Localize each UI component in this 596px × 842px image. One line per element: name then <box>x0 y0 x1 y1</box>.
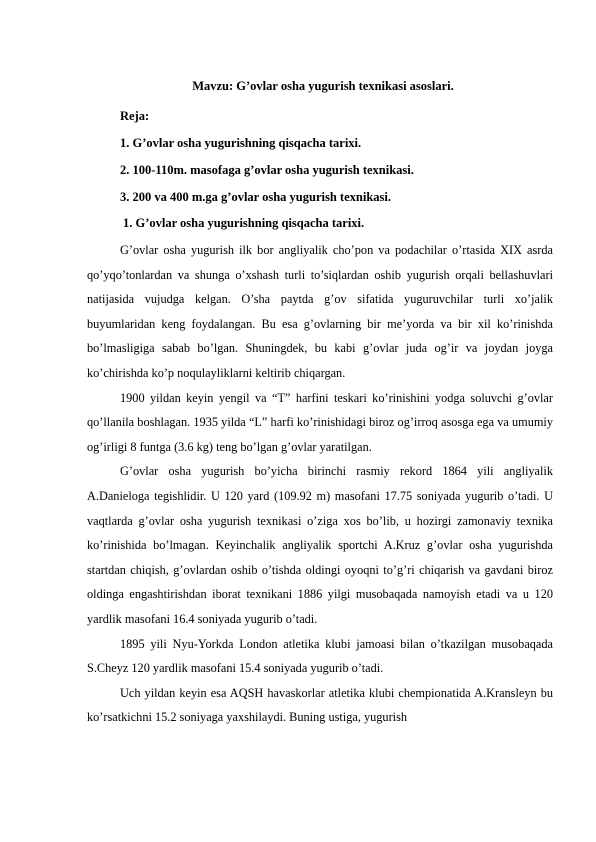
plan-item: 2. 100-110m. masofaga g’ovlar osha yugurish texnikasi. <box>120 163 414 177</box>
plan-item: 3. 200 va 400 m.ga g’ovlar osha yugurish texnikasi. <box>120 190 391 204</box>
paragraph: G’ovlar osha yugurish bo’yicha birinchi rasmiy rekord 1864 yili angliyalik A.Danieloga tegishlidir. U 120 yard (109.92 m) masofani 17.75 soniyada yugurib o’tadi. U vaqtlarda g’ovlar osha yugurish texnikasi o’ziga xos bo’lib, u hozirgi zamonaviy texnika ko’rinishida bo’lmagan. Keyinchalik angliyalik sportchi A.Kruz g’ovlar osha yugurishda startdan chiqish, g’ovlardan oshib o’tishda oldingi oyoqni to’g’ri chiqarish va gavdani biroz oldinga engashtirishdan iborat texnikani 1886 yilgi musobaqada namoyish etadi va u 120 yardlik masofani 16.4 soniyada yugurib o’tadi. <box>87 464 553 626</box>
document-title: Mavzu: G’ovlar osha yugurish texnikasi asoslari. <box>192 79 454 93</box>
plan-label: Reja: <box>120 109 150 123</box>
paragraph: Uch yildan keyin esa AQSH havaskorlar atletika klubi chempionatida A.Kransleyn bu ko’rsatkichni 15.2 soniyaga yaxshilaydi. Buning ustiga, yugurish <box>87 685 553 725</box>
paragraph: 1895 yili Nyu-Yorkda London atletika klubi jamoasi bilan o’tkazilgan musobaqada S.Cheyz 120 yardlik masofani 15.4 soniyada yugurib o’tadi. <box>87 636 553 676</box>
paragraph: G’ovlar osha yugurish ilk bor angliyalik cho’pon va podachilar o’rtasida XIX asrda qo’yqo’tonlardan va shunga o’xshash turli to’siqlardan oshib yugurish orqali bellashuvlari natijasida vujudga kelgan. O’sha paytda g’ov sifatida yuguruvchilar turli xo’jalik buyumlaridan keng foydalangan. Bu esa g’ovlarning bir me’yorda va bir xil ko’rinishda bo’lmasligiga sabab bo’lgan. Shuningdek, bu kabi g’ovlar juda og’ir va joydan joyga ko’chirishda ko’p noqulayliklarni keltirib chiqargan. <box>87 243 553 380</box>
paragraph: 1900 yildan keyin yengil va “T” harfini teskari ko’rinishini yodga soluvchi g’ovlar qo’llanila boshlagan. 1935 yilda “L” harfi ko’rinishidagi biroz og’irroq asosga ega va umumiy og’irligi 8 funtga (3.6 kg) teng bo’lgan g’ovlar yaratilgan. <box>87 390 553 454</box>
document-body <box>87 238 553 730</box>
section-heading: 1. G’ovlar osha yugurishning qisqacha tarixi. <box>123 216 365 230</box>
plan-item: 1. G’ovlar osha yugurishning qisqacha tarixi. <box>120 136 362 150</box>
